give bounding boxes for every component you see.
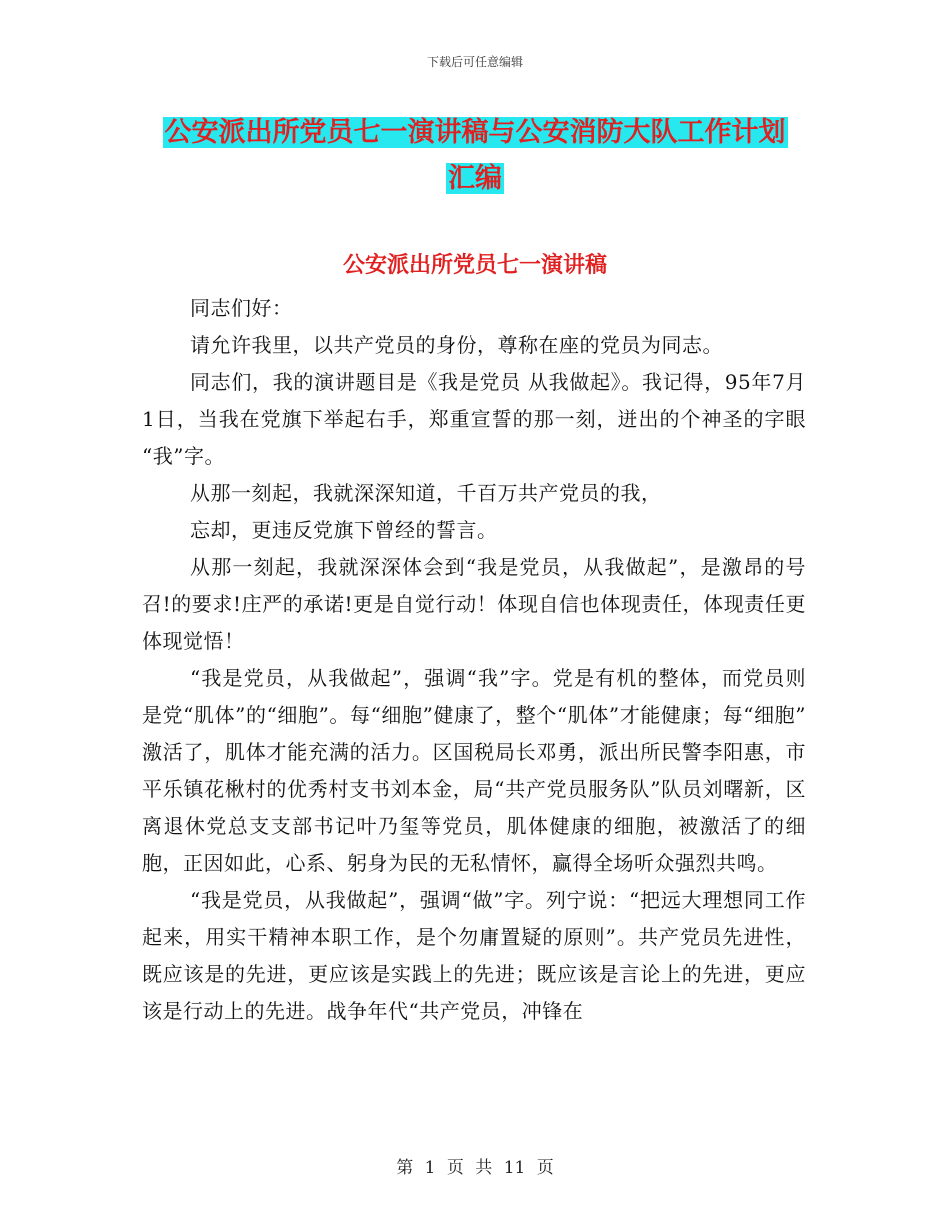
paragraph: 同志们，我的演讲题目是《我是党员 从我做起》。我记得，95年7月1日，当我在党旗下举起右手，郑重宣誓的那一刻，迸出的个神圣的字眼 “我”字。 <box>142 370 806 468</box>
paragraph: “我是党员，从我做起”，强调“我”字。党是有机的整体，而党员则是党“肌体”的“细胞”。每“细胞”健康了，整个“肌体”才能健康；每“细胞” 激活了，肌体才能充满的活力。区国税局长邓勇，派出所民警李阳惠，市平乐镇花楸村的优秀村支书刘本金，局“共产党员服务队”队员刘曙新，区离退休党总支支部书记叶乃玺等党员，肌体健康的细胞，被激活了的细胞，正因如此，心系、躬身为民的无私情怀，赢得全场听众强烈共鸣。 <box>142 666 806 875</box>
paragraph: 同志们好： <box>190 296 293 320</box>
document-title-line1: 公安派出所党员七一演讲稿与公安消防大队工作计划 <box>164 117 786 148</box>
document-title-line2: 汇编 <box>448 163 502 194</box>
body-text <box>142 290 806 1030</box>
header-note: 下载后可任意编辑 <box>426 55 523 69</box>
paragraph: “我是党员，从我做起”，强调“做”字。列宁说：“把远大理想同工作起来，用实干精神本职工作，是个勿庸置疑的原则”。共产党员先进性，既应该是的先进，更应该是实践上的先进；既应该是言论上的先进，更应该是行动上的先进。战争年代“共产党员，冲锋在 <box>142 888 806 1023</box>
page-footer: 第 1 页 共 11 页 <box>396 1158 554 1178</box>
paragraph: 从那一刻起，我就深深知道，千百万共产党员的我， <box>190 481 662 505</box>
section-title: 公安派出所党员七一演讲稿 <box>342 253 607 278</box>
paragraph: 请允许我里，以共产党员的身份，尊称在座的党员为同志。 <box>190 333 723 357</box>
document-title <box>140 110 810 202</box>
paragraph: 从那一刻起，我就深深体会到“我是党员，从我做起”，是激昂的号召!的要求!庄严的承诺!更是自觉行动！体现自信也体现责任，体现责任更体现觉悟！ <box>142 555 806 653</box>
paragraph: 忘却，更违反党旗下曾经的誓言。 <box>190 518 498 542</box>
